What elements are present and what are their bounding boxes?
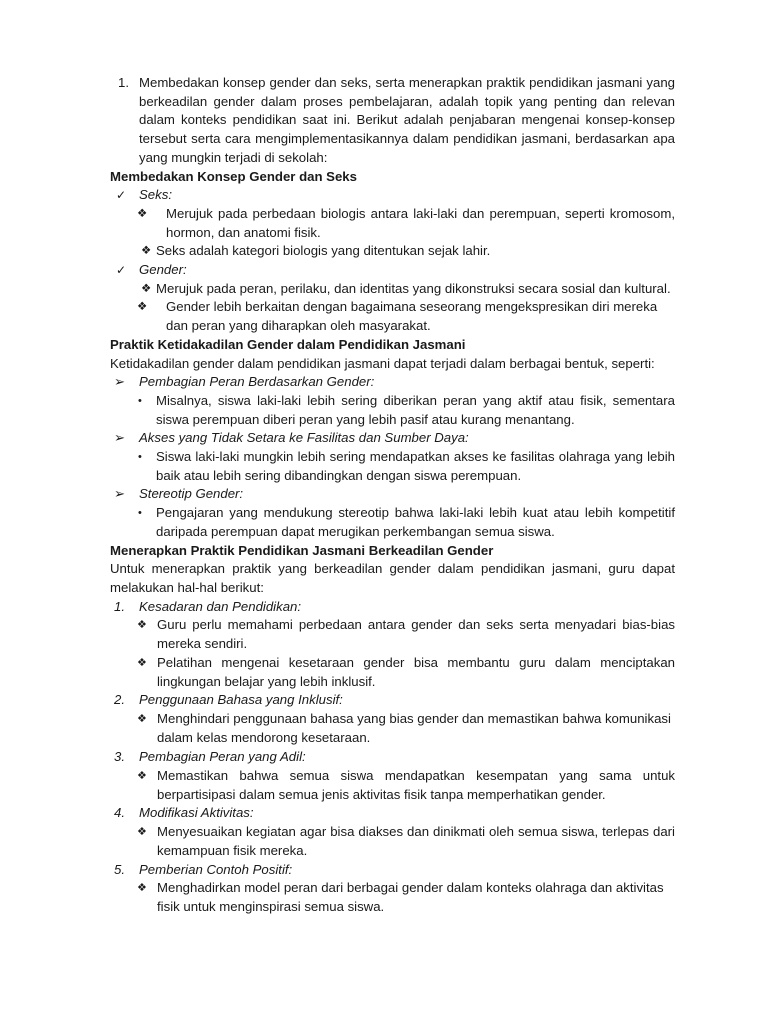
sub-list-item [110, 654, 675, 691]
sub-list-item [110, 710, 675, 747]
arrow-bullet-icon: ➢ [114, 486, 126, 502]
dot-bullet-icon: • [138, 451, 142, 464]
list-item [110, 429, 675, 448]
section-intro: Untuk menerapkan praktik yang berkeadilan gender dalam pendidikan jasmani, guru dapat melakukan hal-hal berikut: [110, 561, 675, 595]
sub-item-text: Misalnya, siswa laki-laki lebih sering diberikan peran yang aktif atau fisik, sementara siswa perempuan diberi peran yang lebih pasif atau kurang menantang. [156, 392, 675, 427]
list-item [110, 261, 675, 280]
diamond-bullet-icon: ❖ [137, 207, 148, 220]
list-number: 4. [114, 805, 125, 821]
sub-item-text: Memastikan bahwa semua siswa mendapatkan kesempatan yang sama untuk berpartisipasi dalam semua jenis aktivitas fisik tanpa memperhatikan gender. [157, 768, 675, 802]
list-number: 3. [114, 749, 125, 765]
sub-list-item [110, 823, 675, 860]
arrow-bullet-icon: ➢ [114, 374, 126, 390]
list-number: 2. [114, 692, 125, 708]
sub-list-item [110, 205, 675, 242]
list-number: 1. [118, 75, 129, 90]
diamond-bullet-icon: ❖ [137, 656, 147, 669]
checkmark-icon: ✓ [116, 263, 127, 278]
sub-list-item [110, 448, 675, 485]
diamond-bullet-icon: ❖ [137, 770, 147, 783]
intro-text: Membedakan konsep gender dan seks, serta menerapkan praktik pendidikan jasmani yang berkeadilan gender dalam proses pembelajaran, adalah topik yang penting dan relevan dalam konteks pendidikan saat ini. Berikut adalah penjabaran mengenai konsep-konsep tersebut serta cara mengimplementasikannya dalam pendidikan jasmani, berdasarkan apa yang mungkin terjadi di sekolah: [139, 75, 675, 165]
dot-bullet-icon: • [138, 394, 142, 407]
sub-item-text: Guru perlu memahami perbedaan antara gender dan seks serta menyadari bias-bias mereka sendiri. [157, 617, 675, 652]
sub-item-text: Menghindari penggunaan bahasa yang bias gender dan memastikan bahwa komunikasi dalam kelas mendorong kesetaraan. [157, 710, 671, 745]
sub-item-text: Gender lebih berkaitan dengan bagaimana seseorang mengekspresikan diri mereka dan peran yang diharapkan oleh masyarakat. [166, 299, 658, 334]
item-label: Modifikasi Aktivitas: [139, 805, 254, 821]
sub-list-item [110, 616, 675, 653]
sub-item-text: Pelatihan mengenai kesetaraan gender bisa membantu guru dalam menciptakan lingkungan belajar yang lebih inklusif. [157, 654, 675, 689]
section-heading-gender-seks: Membedakan Konsep Gender dan Seks [110, 168, 357, 184]
list-item [110, 485, 675, 504]
sub-list-item [110, 504, 675, 541]
sub-item-text: Merujuk pada peran, perilaku, dan identitas yang dikonstruksi secara sosial dan kultural. [156, 280, 671, 296]
sub-item-text: Seks adalah kategori biologis yang ditentukan sejak lahir. [156, 243, 491, 259]
document-page [110, 74, 675, 917]
list-item [110, 861, 675, 880]
section-intro: Ketidakadilan gender dalam pendidikan jasmani dapat terjadi dalam berbagai bentuk, seperti: [110, 355, 655, 371]
item-label: Akses yang Tidak Setara ke Fasilitas dan Sumber Daya: [139, 430, 469, 446]
item-label: Pemberian Contoh Positif: [139, 861, 293, 877]
list-item [110, 373, 675, 392]
item-label: Penggunaan Bahasa yang Inklusif: [139, 692, 343, 708]
diamond-bullet-icon: ❖ [137, 619, 147, 632]
list-item [110, 804, 675, 823]
item-label: Seks: [139, 187, 172, 203]
diamond-bullet-icon: ❖ [137, 712, 147, 725]
sub-list-item [110, 298, 675, 335]
sub-item-text: Menghadirkan model peran dari berbagai gender dalam konteks olahraga dan aktivitas fisik untuk menginspirasi semua siswa. [157, 880, 664, 914]
diamond-bullet-icon: ❖ [137, 826, 147, 839]
list-number: 1. [114, 598, 125, 614]
section-heading-menerapkan: Menerapkan Praktik Pendidikan Jasmani Berkeadilan Gender [110, 542, 494, 558]
diamond-bullet-icon: ❖ [137, 301, 148, 314]
dot-bullet-icon: • [138, 507, 142, 520]
diamond-bullet-icon: ❖ [141, 245, 152, 258]
sub-list-item [110, 879, 675, 916]
arrow-bullet-icon: ➢ [114, 430, 126, 446]
sub-list-item [110, 392, 675, 429]
item-label: Stereotip Gender: [139, 486, 244, 502]
list-item [110, 186, 675, 205]
item-label: Kesadaran dan Pendidikan: [139, 598, 302, 614]
intro-paragraph [110, 74, 675, 168]
list-item [110, 598, 675, 617]
list-item [110, 691, 675, 710]
checkmark-icon: ✓ [116, 188, 127, 203]
section-heading-ketidakadilan: Praktik Ketidakadilan Gender dalam Pendidikan Jasmani [110, 336, 466, 352]
sub-list-item [110, 767, 675, 804]
list-item [110, 748, 675, 767]
item-label: Pembagian Peran Berdasarkan Gender: [139, 374, 375, 390]
sub-item-text: Pengajaran yang mendukung stereotip bahwa laki-laki lebih kuat atau lebih kompetitif daripada perempuan dapat merugikan perkembangan semua siswa. [156, 505, 675, 539]
sub-list-item [110, 280, 675, 299]
sub-list-item [110, 242, 675, 261]
diamond-bullet-icon: ❖ [137, 882, 147, 895]
list-number: 5. [114, 861, 125, 877]
sub-item-text: Menyesuaikan kegiatan agar bisa diakses dan dinikmati oleh semua siswa, terlepas dari kemampuan fisik mereka. [157, 824, 675, 858]
sub-item-text: Siswa laki-laki mungkin lebih sering mendapatkan akses ke fasilitas olahraga yang lebih baik atau lebih sering dibandingkan dengan siswa perempuan. [156, 449, 675, 483]
item-label: Pembagian Peran yang Adil: [139, 749, 306, 765]
diamond-bullet-icon: ❖ [141, 282, 152, 295]
item-label: Gender: [139, 262, 187, 278]
sub-item-text: Merujuk pada perbedaan biologis antara laki-laki dan perempuan, seperti kromosom, hormon, dan anatomi fisik. [166, 205, 675, 240]
